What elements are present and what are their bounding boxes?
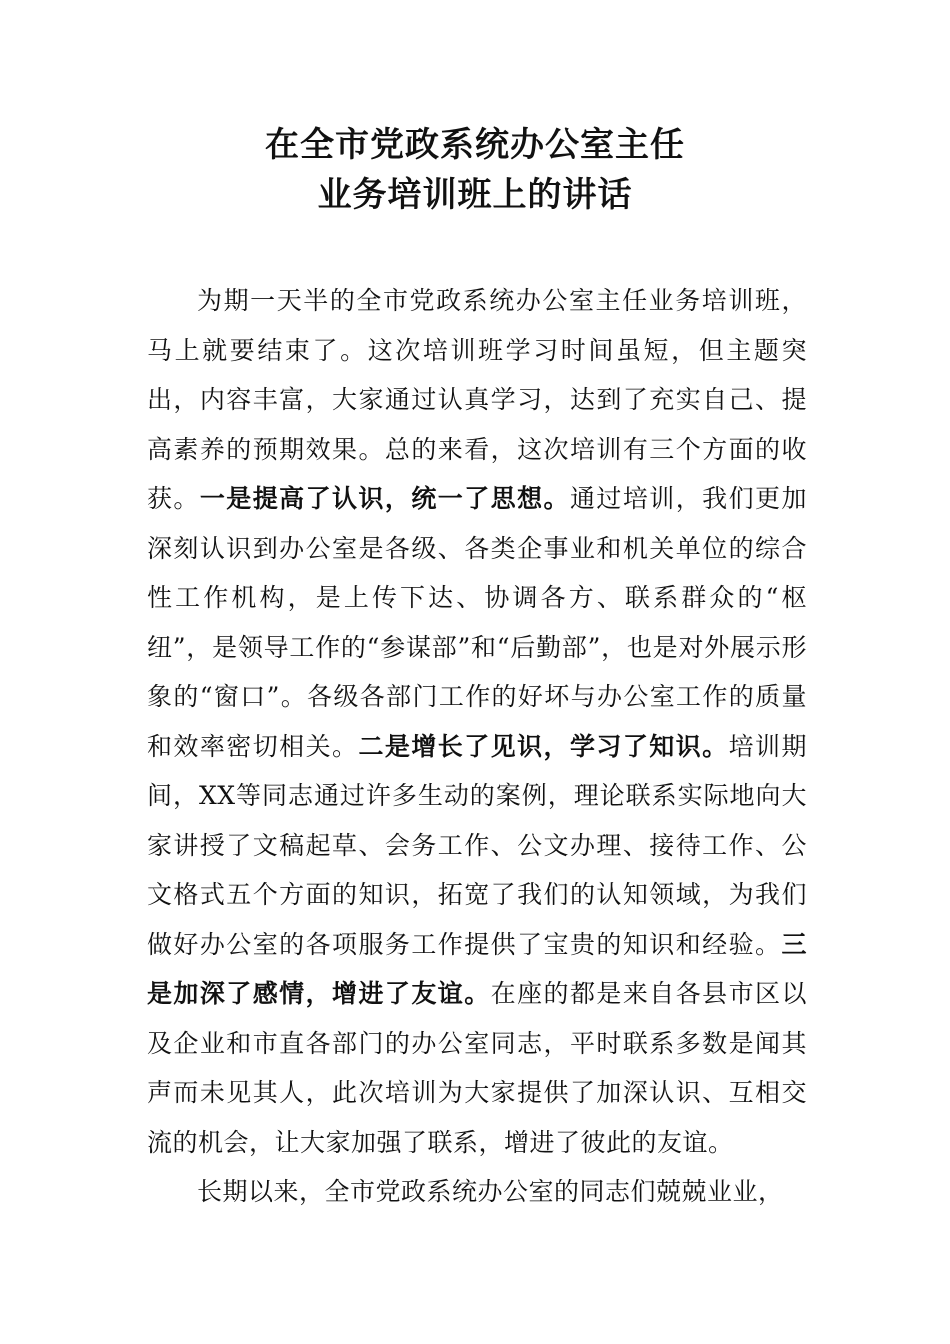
paragraph-1-intro: 为期一天半的全市党政系统办公室主任业务培训班，马上就要结束了。这次培训班学习时间虽短，但主题突出，内容丰富，大家通过认真学习，达到了充实自己、提高素养的预期效果。总的来看，这次培训有三个方面的收获。 — [147, 286, 807, 513]
paragraph-2: 长期以来，全市党政系统办公室的同志们兢兢业业， — [197, 1177, 784, 1206]
paragraph-1 — [147, 276, 807, 1167]
point-2-text: 培训期间，XX等同志通过许多生动的案例，理论联系实际地向大家讲授了文稿起草、会务工作、公文办理、接待工作、公文格式五个方面的知识，拓宽了我们的认知领域，为我们做好办公室的各项服务工作提供了宝贵的知识和经验。 — [147, 731, 807, 959]
point-2-heading: 二是增长了见识，学习了知识。 — [358, 731, 729, 761]
title-line-1: 在全市党政系统办公室主任 — [265, 125, 685, 165]
point-3-text: 在座的都是来自各县市区以及企业和市直各部门的办公室同志，平时联系多数是闻其声而未见其人，此次培训为大家提供了加深认识、互相交流的机会，让大家加强了联系，增进了彼此的友谊。 — [147, 979, 807, 1157]
document-title — [0, 120, 950, 220]
point-3-heading: 三是加深了感情，增进了友谊。 — [147, 929, 807, 1008]
title-line-2: 业务培训班上的讲话 — [317, 175, 633, 215]
document-body — [147, 276, 807, 1217]
point-1-heading: 一是提高了认识，统一了思想。 — [199, 484, 570, 513]
point-1-text: 通过培训，我们更加深刻认识到办公室是各级、各类企事业和机关单位的综合性工作机构，是上传下达、协调各方、联系群众的“枢纽”，是领导工作的“参谋部”和“后勤部”，也是对外展示形象的“窗口”。各级各部门工作的好坏与办公室工作的质量和效率密切相关。 — [147, 484, 807, 761]
